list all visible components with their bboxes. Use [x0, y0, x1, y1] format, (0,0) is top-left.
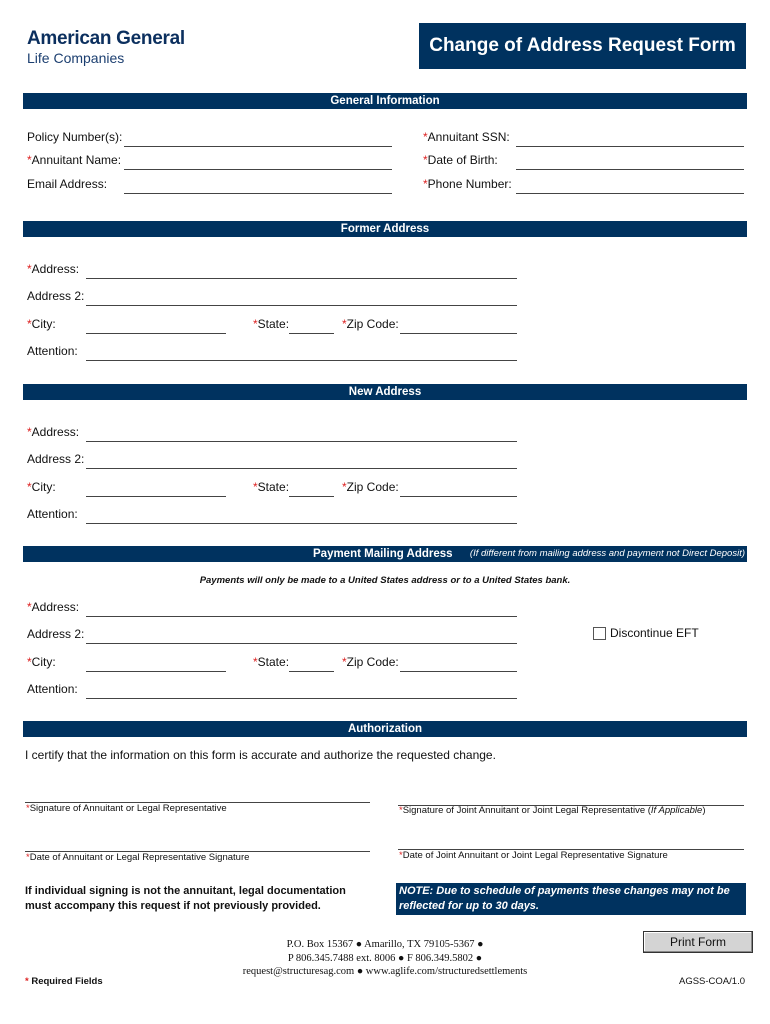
payment-attention-field[interactable]: [86, 698, 517, 699]
required-asterisk: *: [27, 262, 32, 276]
payment-address-label-text: Address:: [31, 600, 80, 614]
required-asterisk: *: [253, 317, 258, 331]
date-of-birth-label: [423, 153, 498, 167]
payment-address2-label-text: Address 2:: [27, 627, 85, 641]
former-city-label: [27, 317, 56, 331]
section-former-address: Former Address: [23, 221, 747, 237]
required-asterisk: *: [27, 655, 32, 669]
footer-contact: request@structuresag.com ● www.aglife.com/structuredsettlements: [242, 966, 528, 977]
new-address2-field[interactable]: [86, 468, 517, 469]
new-address-label: [27, 425, 79, 439]
footer-address: P.O. Box 15367 ● Amarillo, TX 79105-5367 ●: [286, 939, 484, 950]
date-annuitant-label: *Date of Annuitant or Legal Representative Signature: [26, 852, 250, 863]
new-city-field[interactable]: [86, 496, 226, 497]
section-payment-mailing-address: [23, 546, 747, 562]
former-address-label-text: Address:: [31, 262, 80, 276]
required-asterisk: *: [342, 480, 347, 494]
date-of-birth-field[interactable]: [516, 169, 744, 170]
required-asterisk: *: [27, 480, 32, 494]
required-asterisk: *: [423, 153, 428, 167]
former-address-field[interactable]: [86, 278, 517, 279]
policy-number-label-text: Policy Number(s):: [27, 130, 123, 144]
signature-joint-label: *Signature of Joint Annuitant or Joint Legal Representative (If Applicable): [399, 805, 706, 816]
required-asterisk: *: [253, 655, 258, 669]
signature-annuitant-label: *Signature of Annuitant or Legal Representative: [26, 803, 227, 814]
new-address2-label-text: Address 2:: [27, 452, 85, 466]
section-general-information: General Information: [23, 93, 747, 109]
new-address2-label: [27, 452, 84, 466]
phone-number-field[interactable]: [516, 193, 744, 194]
required-asterisk: *: [27, 317, 32, 331]
section-authorization: Authorization: [23, 721, 747, 737]
payment-address-label: [27, 600, 79, 614]
phone-number-label: [423, 177, 512, 191]
discontinue-eft-label: Discontinue EFT: [610, 626, 699, 640]
payment-city-field[interactable]: [86, 671, 226, 672]
certification-text: I certify that the information on this form is accurate and authorize the requested change.: [25, 748, 496, 762]
date-joint-label: *Date of Joint Annuitant or Joint Legal Representative Signature: [399, 850, 668, 861]
logo-life-companies: Life Companies: [27, 50, 125, 66]
new-city-label: [27, 480, 56, 494]
former-attention-field[interactable]: [86, 360, 517, 361]
form-code: AGSS-COA/1.0: [679, 976, 745, 987]
former-zip-label: [342, 317, 399, 331]
form-title: Change of Address Request Form: [419, 23, 746, 69]
print-form-button[interactable]: Print Form: [643, 931, 753, 953]
new-city-label-text: City:: [31, 480, 56, 494]
date-of-birth-label-text: Date of Birth:: [427, 153, 498, 167]
former-state-field[interactable]: [289, 333, 334, 334]
discontinue-eft-checkbox[interactable]: [593, 627, 606, 640]
section-new-address: New Address: [23, 384, 747, 400]
policy-number-label: [27, 130, 122, 144]
payment-section-note: (If different from mailing address and payment not Direct Deposit): [469, 548, 745, 559]
payment-section-title: Payment Mailing Address: [313, 548, 453, 560]
payment-notice: Payments will only be made to a United States address or to a United States bank.: [199, 575, 571, 586]
payment-attention-label: [27, 682, 78, 696]
former-zip-field[interactable]: [400, 333, 517, 334]
former-city-label-text: City:: [31, 317, 56, 331]
annuitant-ssn-label: [423, 130, 510, 144]
payment-attention-label-text: Attention:: [27, 682, 78, 696]
required-asterisk: *: [253, 480, 258, 494]
new-zip-field[interactable]: [400, 496, 517, 497]
new-attention-field[interactable]: [86, 523, 517, 524]
required-asterisk: *: [27, 425, 32, 439]
email-address-label-text: Email Address:: [27, 177, 108, 191]
former-city-field[interactable]: [86, 333, 226, 334]
new-state-label: [253, 480, 289, 494]
required-asterisk: *: [27, 153, 32, 167]
payment-state-label: [253, 655, 289, 669]
new-address-label-text: Address:: [31, 425, 80, 439]
required-asterisk: *: [342, 655, 347, 669]
payment-address2-field[interactable]: [86, 643, 517, 644]
former-address2-label: [27, 289, 84, 303]
payment-zip-label: [342, 655, 399, 669]
former-address2-label-text: Address 2:: [27, 289, 85, 303]
required-asterisk: *: [423, 130, 428, 144]
former-attention-label-text: Attention:: [27, 344, 78, 358]
payment-address2-label: [27, 627, 84, 641]
note-box: NOTE: Due to schedule of payments these changes may not be reflected for up to 30 days.: [396, 883, 746, 915]
footer-phone: P 806.345.7488 ext. 8006 ● F 806.349.5802 ●: [287, 953, 483, 964]
logo-american-general: American General: [27, 28, 185, 49]
email-address-field[interactable]: [124, 193, 392, 194]
new-state-field[interactable]: [289, 496, 334, 497]
payment-state-label-text: State:: [257, 655, 290, 669]
former-address2-field[interactable]: [86, 305, 517, 306]
new-zip-label-text: Zip Code:: [346, 480, 399, 494]
required-asterisk: *: [423, 177, 428, 191]
legal-documentation-notice: If individual signing is not the annuitant, legal documentation must accompany this request if not previously provided.: [25, 885, 346, 912]
required-asterisk: *: [342, 317, 347, 331]
payment-address-field[interactable]: [86, 616, 517, 617]
payment-zip-label-text: Zip Code:: [346, 655, 399, 669]
annuitant-ssn-label-text: Annuitant SSN:: [427, 130, 510, 144]
new-attention-label: [27, 507, 78, 521]
new-attention-label-text: Attention:: [27, 507, 78, 521]
new-address-field[interactable]: [86, 441, 517, 442]
annuitant-name-field[interactable]: [124, 169, 392, 170]
annuitant-name-label-text: Annuitant Name:: [31, 153, 122, 167]
policy-number-field[interactable]: [124, 146, 392, 147]
payment-city-label-text: City:: [31, 655, 56, 669]
payment-zip-field[interactable]: [400, 671, 517, 672]
former-state-label: [253, 317, 289, 331]
former-attention-label: [27, 344, 78, 358]
former-zip-label-text: Zip Code:: [346, 317, 399, 331]
payment-state-field[interactable]: [289, 671, 334, 672]
payment-city-label: [27, 655, 56, 669]
former-address-label: [27, 262, 79, 276]
new-zip-label: [342, 480, 399, 494]
required-asterisk: *: [27, 600, 32, 614]
annuitant-name-label: [27, 153, 121, 167]
former-state-label-text: State:: [257, 317, 290, 331]
annuitant-ssn-field[interactable]: [516, 146, 744, 147]
required-fields-legend: * Required Fields: [25, 976, 103, 987]
new-state-label-text: State:: [257, 480, 290, 494]
email-address-label: [27, 177, 107, 191]
phone-number-label-text: Phone Number:: [427, 177, 512, 191]
